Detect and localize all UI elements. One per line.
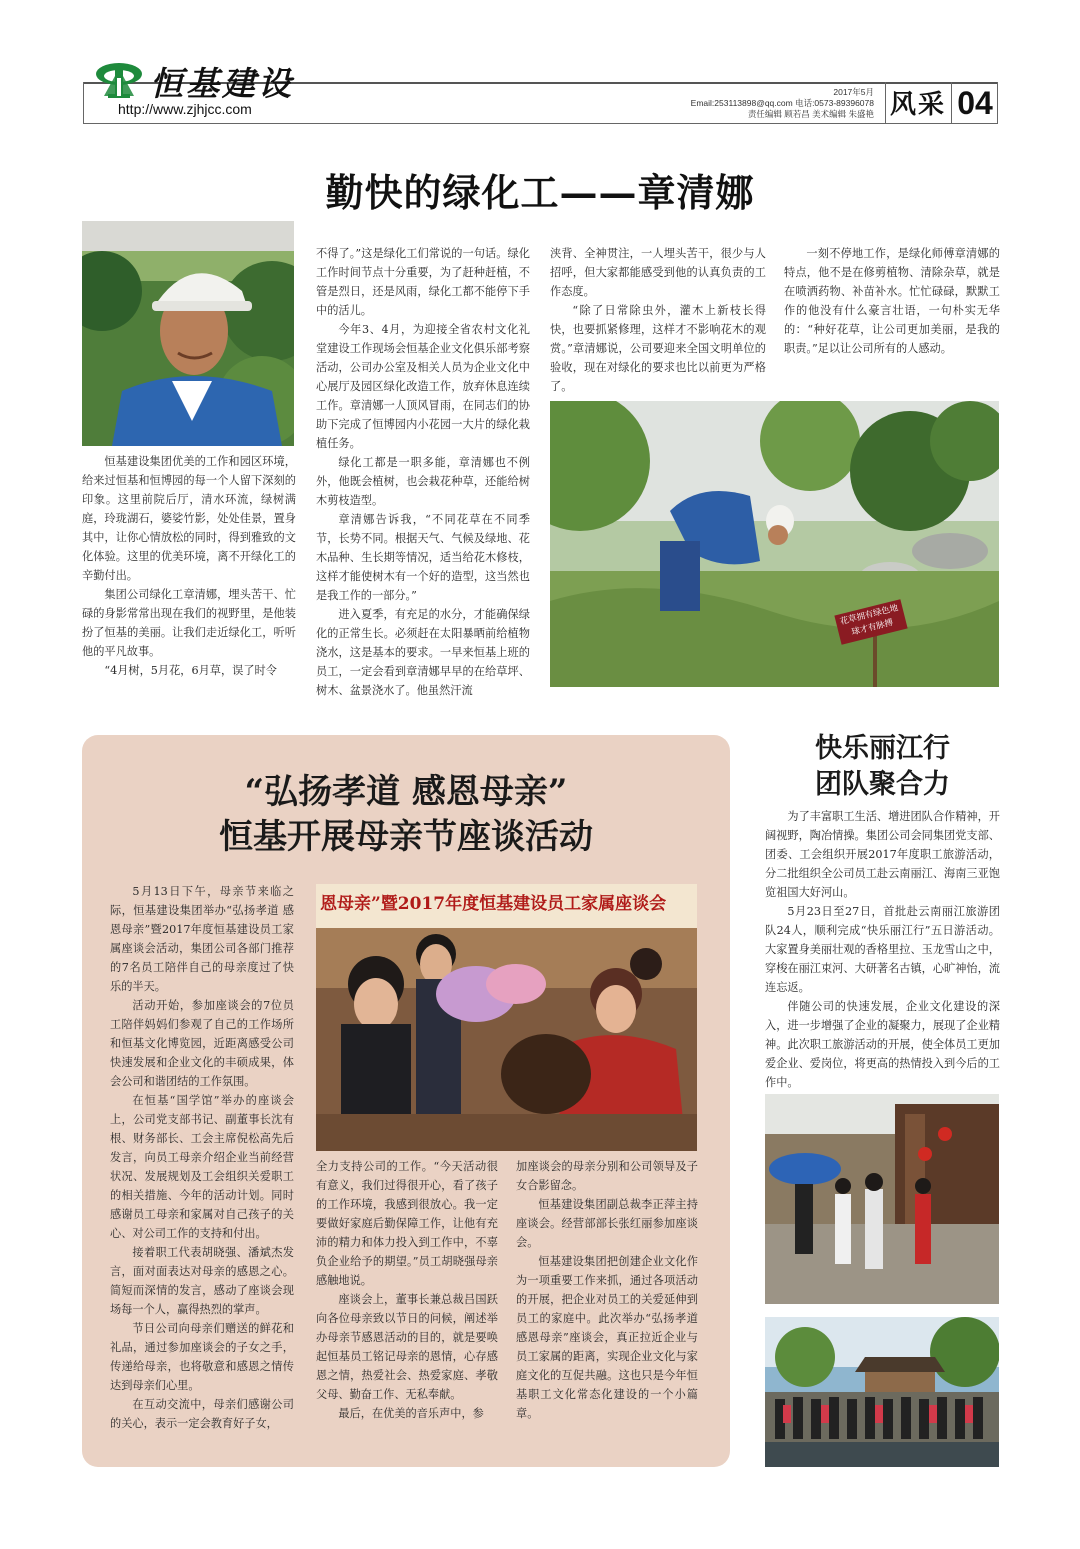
gardener-working-photo (550, 401, 999, 687)
paragraph: 恒基建设集团副总裁李正萍主持座谈会。经营部部长张红丽参加座谈会。 (516, 1198, 698, 1249)
editor-credits: 责任编辑 顾若昌 美术编辑 朱盛艳 (747, 109, 874, 119)
paragraph: 章清娜告诉我，“不同花草在不同季节，长势不同。根据天气、气候及绿地、花木品种、生长期等情况，适当给花木修枝，这样才能使树木有一个好的造型，这当然也是我工作的一部分。” (316, 513, 530, 602)
article2-column-2 (316, 1157, 498, 1423)
section-name: 风采 (890, 90, 947, 120)
paragraph: 最后，在优美的音乐声中，参 (338, 1407, 484, 1420)
article2-title-line1: “弘扬孝道 感恩母亲” (244, 772, 568, 812)
paragraph: 不得了。”这是绿化工们常说的一句话。绿化工作时间节点十分重要，为了赶种赶植，不管是烈日，还是风雨，绿化工都不能停下手中的活儿。 (316, 247, 530, 317)
paragraph: 节日公司向母亲们赠送的鲜花和礼品，通过参加座谈会的子女之手，传递给母亲，也将敬意和感恩之情传达到母亲们心里。 (110, 1322, 294, 1392)
paragraph: 座谈会上，董事长兼总裁吕国跃向各位母亲致以节日的问候，阐述举办母亲节感恩活动的目的，就是要唤起恒基员工铭记母亲的恩情，心存感恩之情，热爱社会、热爱家庭、孝敬父母、勤奋工作、无私奉献。 (316, 1293, 498, 1401)
page-number: 04 (951, 82, 998, 124)
article3-body (765, 807, 1000, 1092)
paragraph: 在恒基“国学馆”举办的座谈会上，公司党支部书记、副董事长沈有根、财务部长、工会主席倪松高先后发言，向员工母亲介绍企业当前经营状况、发展规划及工会组织关爱职工的相关措施、今年的活动计划。同时感谢员工母亲和家属对自己孩子的关心、对公司工作的支持和付出。 (110, 1094, 294, 1240)
paragraph: 在互动交流中，母亲们感谢公司的关心，表示一定会教育好子女， (110, 1398, 294, 1430)
group-photo (765, 1317, 999, 1467)
masthead-title: 恒基建设 (150, 64, 294, 103)
mothers-day-photo (316, 884, 697, 1151)
paragraph: 5月13日下午，母亲节来临之际，恒基建设集团举办“弘扬孝道 感恩母亲”暨2017年度恒基建设员工家属座谈会活动，集团公司各部门推荐的7名员工陪伴自己的母亲度过了快乐的半天。 (110, 885, 294, 993)
paragraph: 为了丰富职工生活、增进团队合作精神，开阔视野，陶冶情操。集团公司会同集团党支部、团委、工会组织开展2017年度职工旅游活动，分二批组织全公司员工赴云南丽江、海南三亚饱览祖国大好河山。 (765, 810, 1000, 899)
masthead-url: http://www.zjhjcc.com (118, 101, 252, 117)
company-logo-icon (94, 60, 144, 100)
article2-title-line2: 恒基开展母亲节座谈活动 (219, 817, 593, 857)
paragraph: 一刻不停地工作，是绿化师傅章清娜的特点，他不是在修剪植物、清除杂草，就是在喷洒药物、补苗补水。忙忙碌碌，默默工作的他没有什么豪言壮语，一句朴实无华的：“种好花草，让公司更加美丽，是我的职责。”足以让公司所有的人感动。 (784, 247, 1000, 355)
paragraph: 全力支持公司的工作。“今天活动很有意义，我们过得很开心，看了孩子的工作环境，我感到很放心。我一定要做好家庭后勤保障工作，让他有充沛的精力和体力投入到工作中，不辜负企业给予的期望。”员工胡晓强母亲感触地说。 (316, 1160, 498, 1287)
article3-title-line1: 快乐丽江行 (815, 733, 950, 764)
article2-column-3 (516, 1157, 698, 1423)
gardener-portrait-photo (82, 221, 294, 446)
contact-info: Email:253113898@qq.com 电话:0573-89396078 (690, 98, 874, 108)
article1-column-3 (550, 244, 766, 396)
paragraph: 伴随公司的快速发展，企业文化建设的深入，进一步增强了企业的凝聚力，展现了企业精神。此次职工旅游活动的开展，使全体员工更加爱企业、爱岗位，将更高的热情投入到今后的工作中。 (765, 1000, 1000, 1089)
paragraph: 集团公司绿化工章清娜，埋头苦干、忙碌的身影常常出现在我们的视野里，是他装扮了恒基的美丽。让我们走近绿化工，听听他的平凡故事。 (82, 588, 296, 658)
paragraph: “4月树，5月花，6月草，误了时令 (104, 664, 277, 677)
article2-column-1 (110, 882, 294, 1433)
article3-title-line2: 团队聚合力 (815, 769, 950, 800)
article1-column-1 (82, 452, 296, 680)
issue-date: 2017年5月 (833, 87, 874, 97)
paragraph: 今年3、4月，为迎接全省农村文化礼堂建设工作现场会恒基企业文化俱乐部考察活动，公司办公室及相关人员为企业文化中心展厅及园区绿化改造工作，放弃休息连续工作。章清娜一人顶风冒雨，在同志们的协助下完成了恒博园内小花园一大片的绿化栽植任务。 (316, 323, 530, 450)
paragraph: 5月23日至27日，首批赴云南丽江旅游团队24人，顺利完成“快乐丽江行”五日游活动。大家置身美丽壮观的香格里拉、玉龙雪山之中，穿梭在丽江束河、大研著名古镇，心旷神怡，流连忘返。 (765, 905, 1000, 994)
paragraph: 接着职工代表胡晓强、潘斌杰发言，面对面表达对母亲的感恩之心。简短而深情的发言，感动了座谈会现场每一个人，赢得热烈的掌声。 (110, 1246, 294, 1316)
paragraph: 浃背、全神贯注，一人埋头苦干，很少与人招呼，但大家都能感受到他的认真负责的工作态度。 (550, 247, 766, 298)
article1-column-4 (784, 244, 1000, 358)
paragraph: 活动开始，参加座谈会的7位员工陪伴妈妈们参观了自己的工作场所和恒基文化博览园，近距离感受公司快速发展和企业文化的丰硕成果，体会公司和谐团结的工作氛围。 (110, 999, 294, 1088)
event-banner: 恩母亲”暨2017年度恒基建设员工家属座谈会 (316, 884, 697, 924)
lijiang-street-photo (765, 1094, 999, 1304)
article1-column-2 (316, 244, 530, 700)
garden-sign: 花草拥有绿色地球才有脉搏 (834, 599, 907, 645)
paragraph: 加座谈会的母亲分别和公司领导及子女合影留念。 (516, 1160, 698, 1192)
article1-title: 勤快的绿化工——章清娜 (325, 170, 755, 215)
paragraph: 恒基建设集团优美的工作和园区环境，给来过恒基和恒博园的每一个人留下深刻的印象。这里前院后厅，清水环流，绿树满庭，玲珑湖石，婆娑竹影，处处佳景，置身其中，让你心情放松的同时，得到雅致的文化体验。这里的优美环境，离不开绿化工的辛勤付出。 (82, 455, 296, 582)
paragraph: 进入夏季，有充足的水分，才能确保绿化的正常生长。必须赶在太阳暴晒前给植物浇水，这是基本的要求。一早来恒基上班的员工，一定会看到章清娜早早的在给草坪、树木、盆景浇水了。他虽然汗流 (316, 608, 530, 697)
paragraph: 绿化工都是一职多能，章清娜也不例外，他既会植树，也会栽花种草，还能给树木剪枝造型。 (316, 456, 530, 507)
paragraph: 恒基建设集团把创建企业文化作为一项重要工作来抓，通过各项活动的开展，把企业对员工的关爱延伸到员工的家庭中。此次举办“弘扬孝道 感恩母亲”座谈会，真正拉近企业与员工家属的距离，实现企业文化与家庭文化的互促共融。这也只是今年恒基职工文化常态化建设的一个小篇章。 (516, 1255, 698, 1420)
paragraph: “除了日常除虫外，灌木上新枝长得快，也要抓紧修理，这样才不影响花木的观赏。”章清娜说，公司要迎来全国文明单位的验收，现在对绿化的要求也比以前更为严格了。 (550, 304, 766, 393)
